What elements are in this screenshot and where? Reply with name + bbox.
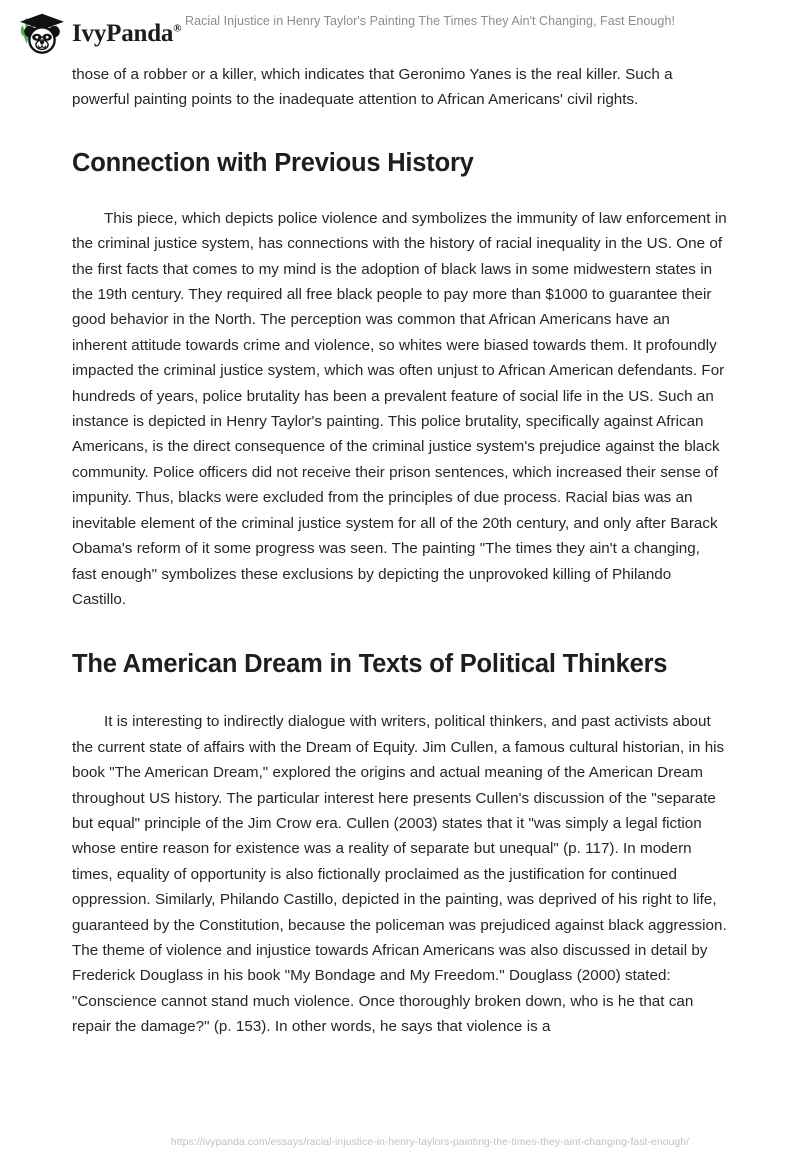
- continued-paragraph: those of a robber or a killer, which indicates that Geronimo Yanes is the real killer. Such a powerful painting points to the inadequate attention to African Americans' civil rights.: [72, 66, 673, 109]
- page-header: [0, 0, 800, 62]
- footer-source-url[interactable]: https://ivypanda.com/essays/racial-injustice-in-henry-taylors-painting-the-times-they-aint-changing-fast-enough/: [170, 1136, 690, 1148]
- section-heading-the-american-dream-in-texts-of-political-thinkers: The American Dream in Texts of Political Thinkers: [72, 650, 668, 679]
- page-footer: [0, 1132, 800, 1150]
- running-title: Racial Injustice in Henry Taylor's Painting The Times They Ain't Changing, Fast Enough!: [185, 14, 675, 28]
- section-paragraph-the-american-dream-in-texts-of-political-thinkers: It is interesting to indirectly dialogue with writers, political thinkers, and past activists about the current state of affairs with the Dream of Equity. Jim Cullen, a famous cultural historian, in his book "The American Dream," explored the origins and actual meaning of the American Dream throughout US history. The particular interest here presents Cullen's discussion of the "separate but equal" principle of the Jim Crow era. Cullen (2003) states that it "was simply a legal fiction whose entire reason for existence was a reality of separate but unequal" (p. 117). In modern times, equality of opportunity is also fictionally proclaimed as the justification for continued oppression. Similarly, Philando Castillo, depicted in the painting, was deprived of his right to life, guaranteed by the Constitution, because the policeman was prejudiced against black aggression. The theme of violence and injustice towards African Americans was also discussed in detail by Frederick Douglass in his book "My Bondage and My Freedom." Douglass (2000) stated: "Conscience cannot stand much violence. Once thoroughly broken down, who is he that can repair the damage?" (p. 153). In other words, he says that violence is a: [72, 713, 727, 1036]
- section-heading-connection-with-previous-history: Connection with Previous History: [72, 148, 474, 177]
- section-paragraph-connection-with-previous-history: This piece, which depicts police violence and symbolizes the immunity of law enforcement in the criminal justice system, has connections with the history of racial inequality in the US. One of the first facts that comes to my mind is the adoption of black laws in some midwestern states in the 19th century. They required all free black people to pay more than $1000 to guarantee their good behavior in the North. The perception was common that African Americans have an inherent attitude towards crime and violence, so whites were biased towards them. It profoundly impacted the criminal justice system, which was often unjust to African American defendants. For hundreds of years, police brutality has been a prevalent feature of social life in the US. Such an instance is depicted in Henry Taylor's painting. This police brutality, specifically against African Americans, is the direct consequence of the criminal justice system's prejudice against the black community. Police officers did not receive their prison sentences, which increased their sense of impunity. Thus, blacks were excluded from the principles of due process. Racial bias was an inevitable element of the criminal justice system for all of the 20th century, and only after Barack Obama's reform of it some progress was seen. The painting "The times they ain't a changing, fast enough" symbolizes these exclusions by depicting the unprovoked killing of Philando Castillo.: [72, 209, 727, 608]
- document-body: [72, 62, 728, 1040]
- brand-name-text: IvyPanda: [72, 19, 174, 47]
- registered-trademark-symbol: ®: [173, 22, 182, 35]
